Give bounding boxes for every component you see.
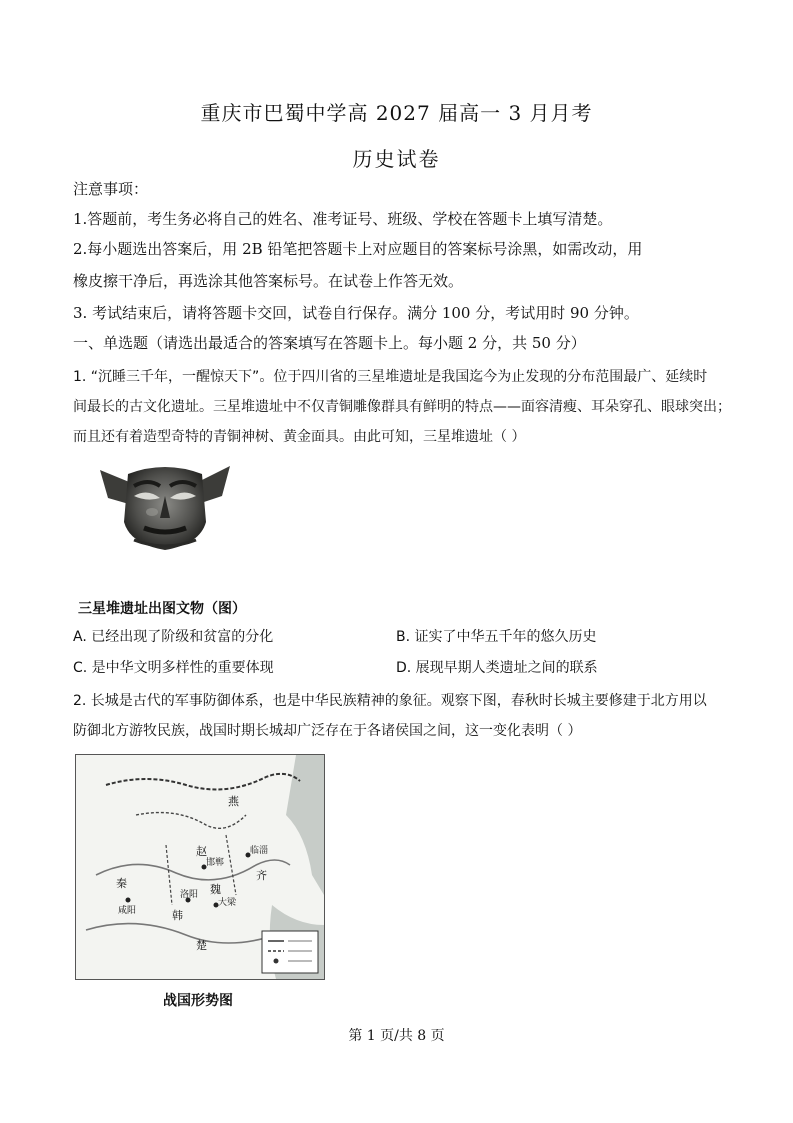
note-item: 2.每小题选出答案后，用 2B 铅笔把答题卡上对应题目的答案标号涂黑，如需改动，用 bbox=[73, 240, 643, 258]
map-label-qin: 秦 bbox=[116, 877, 127, 890]
q1-option-c[interactable]: C. 是中华文明多样性的重要体现 bbox=[73, 660, 274, 676]
map-label-yan: 燕 bbox=[228, 795, 239, 808]
q1-option-b[interactable]: B. 证实了中华五千年的悠久历史 bbox=[396, 629, 597, 645]
q2-line: 2. 长城是古代的军事防御体系，也是中华民族精神的象征。观察下图，春秋时长城主要修建于北方用以 bbox=[73, 693, 707, 709]
map-label-han: 韩 bbox=[172, 909, 183, 922]
map-label-xianyang: 咸阳 bbox=[118, 906, 137, 916]
map-label-chu: 楚 bbox=[196, 939, 207, 952]
q1-line: 间最长的古文化遗址。三星堆遗址中不仅青铜雕像群具有鲜明的特点——面容清瘦、耳朵穿孔、眼球突出； bbox=[73, 399, 731, 415]
note-item: 1.答题前，考生务必将自己的姓名、准考证号、班级、学校在答题卡上填写清楚。 bbox=[73, 210, 613, 228]
map-label-luoyang: 洛阳 bbox=[180, 890, 199, 900]
q1-option-a[interactable]: A. 已经出现了阶级和贫富的分化 bbox=[73, 629, 274, 645]
note-item: 橡皮擦干净后，再选涂其他答案标号。在试卷上作答无效。 bbox=[73, 272, 464, 290]
sanxingdui-bronze-mask-image bbox=[90, 456, 240, 556]
map-label-zhao: 赵 bbox=[196, 845, 207, 858]
exam-title: 重庆市巴蜀中学高 2027 届高一 3 月月考 bbox=[200, 101, 593, 125]
q1-option-d[interactable]: D. 展现早期人类遗址之间的联系 bbox=[396, 660, 598, 676]
note-item: 3. 考试结束后，请将答题卡交回，试卷自行保存。满分 100 分，考试用时 90 分钟。 bbox=[73, 304, 639, 322]
map-label-daliang: 大梁 bbox=[218, 898, 237, 908]
warring-states-map-image bbox=[75, 754, 325, 980]
map-label-handan: 邯郸 bbox=[206, 858, 225, 868]
map-label-linzi: 临淄 bbox=[250, 846, 269, 856]
q2-line: 防御北方游牧民族，战国时期长城却广泛存在于各诸侯国之间，这一变化表明（ ） bbox=[73, 723, 582, 739]
exam-subtitle: 历史试卷 bbox=[352, 147, 441, 171]
page-number: 第 1 页/共 8 页 bbox=[348, 1028, 445, 1044]
map-label-wei: 魏 bbox=[210, 883, 221, 896]
notes-heading: 注意事项： bbox=[73, 180, 149, 198]
map-label-qi: 齐 bbox=[256, 869, 267, 882]
q1-line: 而且还有着造型奇特的青铜神树、黄金面具。由此可知，三星堆遗址（ ） bbox=[73, 429, 526, 445]
q1-line: 1. “沉睡三千年，一醒惊天下”。位于四川省的三星堆遗址是我国迄今为止发现的分布范围最广、延续时 bbox=[73, 369, 708, 385]
q1-image-caption: 三星堆遗址出图文物（图） bbox=[78, 601, 246, 617]
section-heading: 一、单选题（请选出最适合的答案填写在答题卡上。每小题 2 分，共 50 分） bbox=[73, 334, 586, 352]
q2-map-caption: 战国形势图 bbox=[163, 993, 233, 1009]
